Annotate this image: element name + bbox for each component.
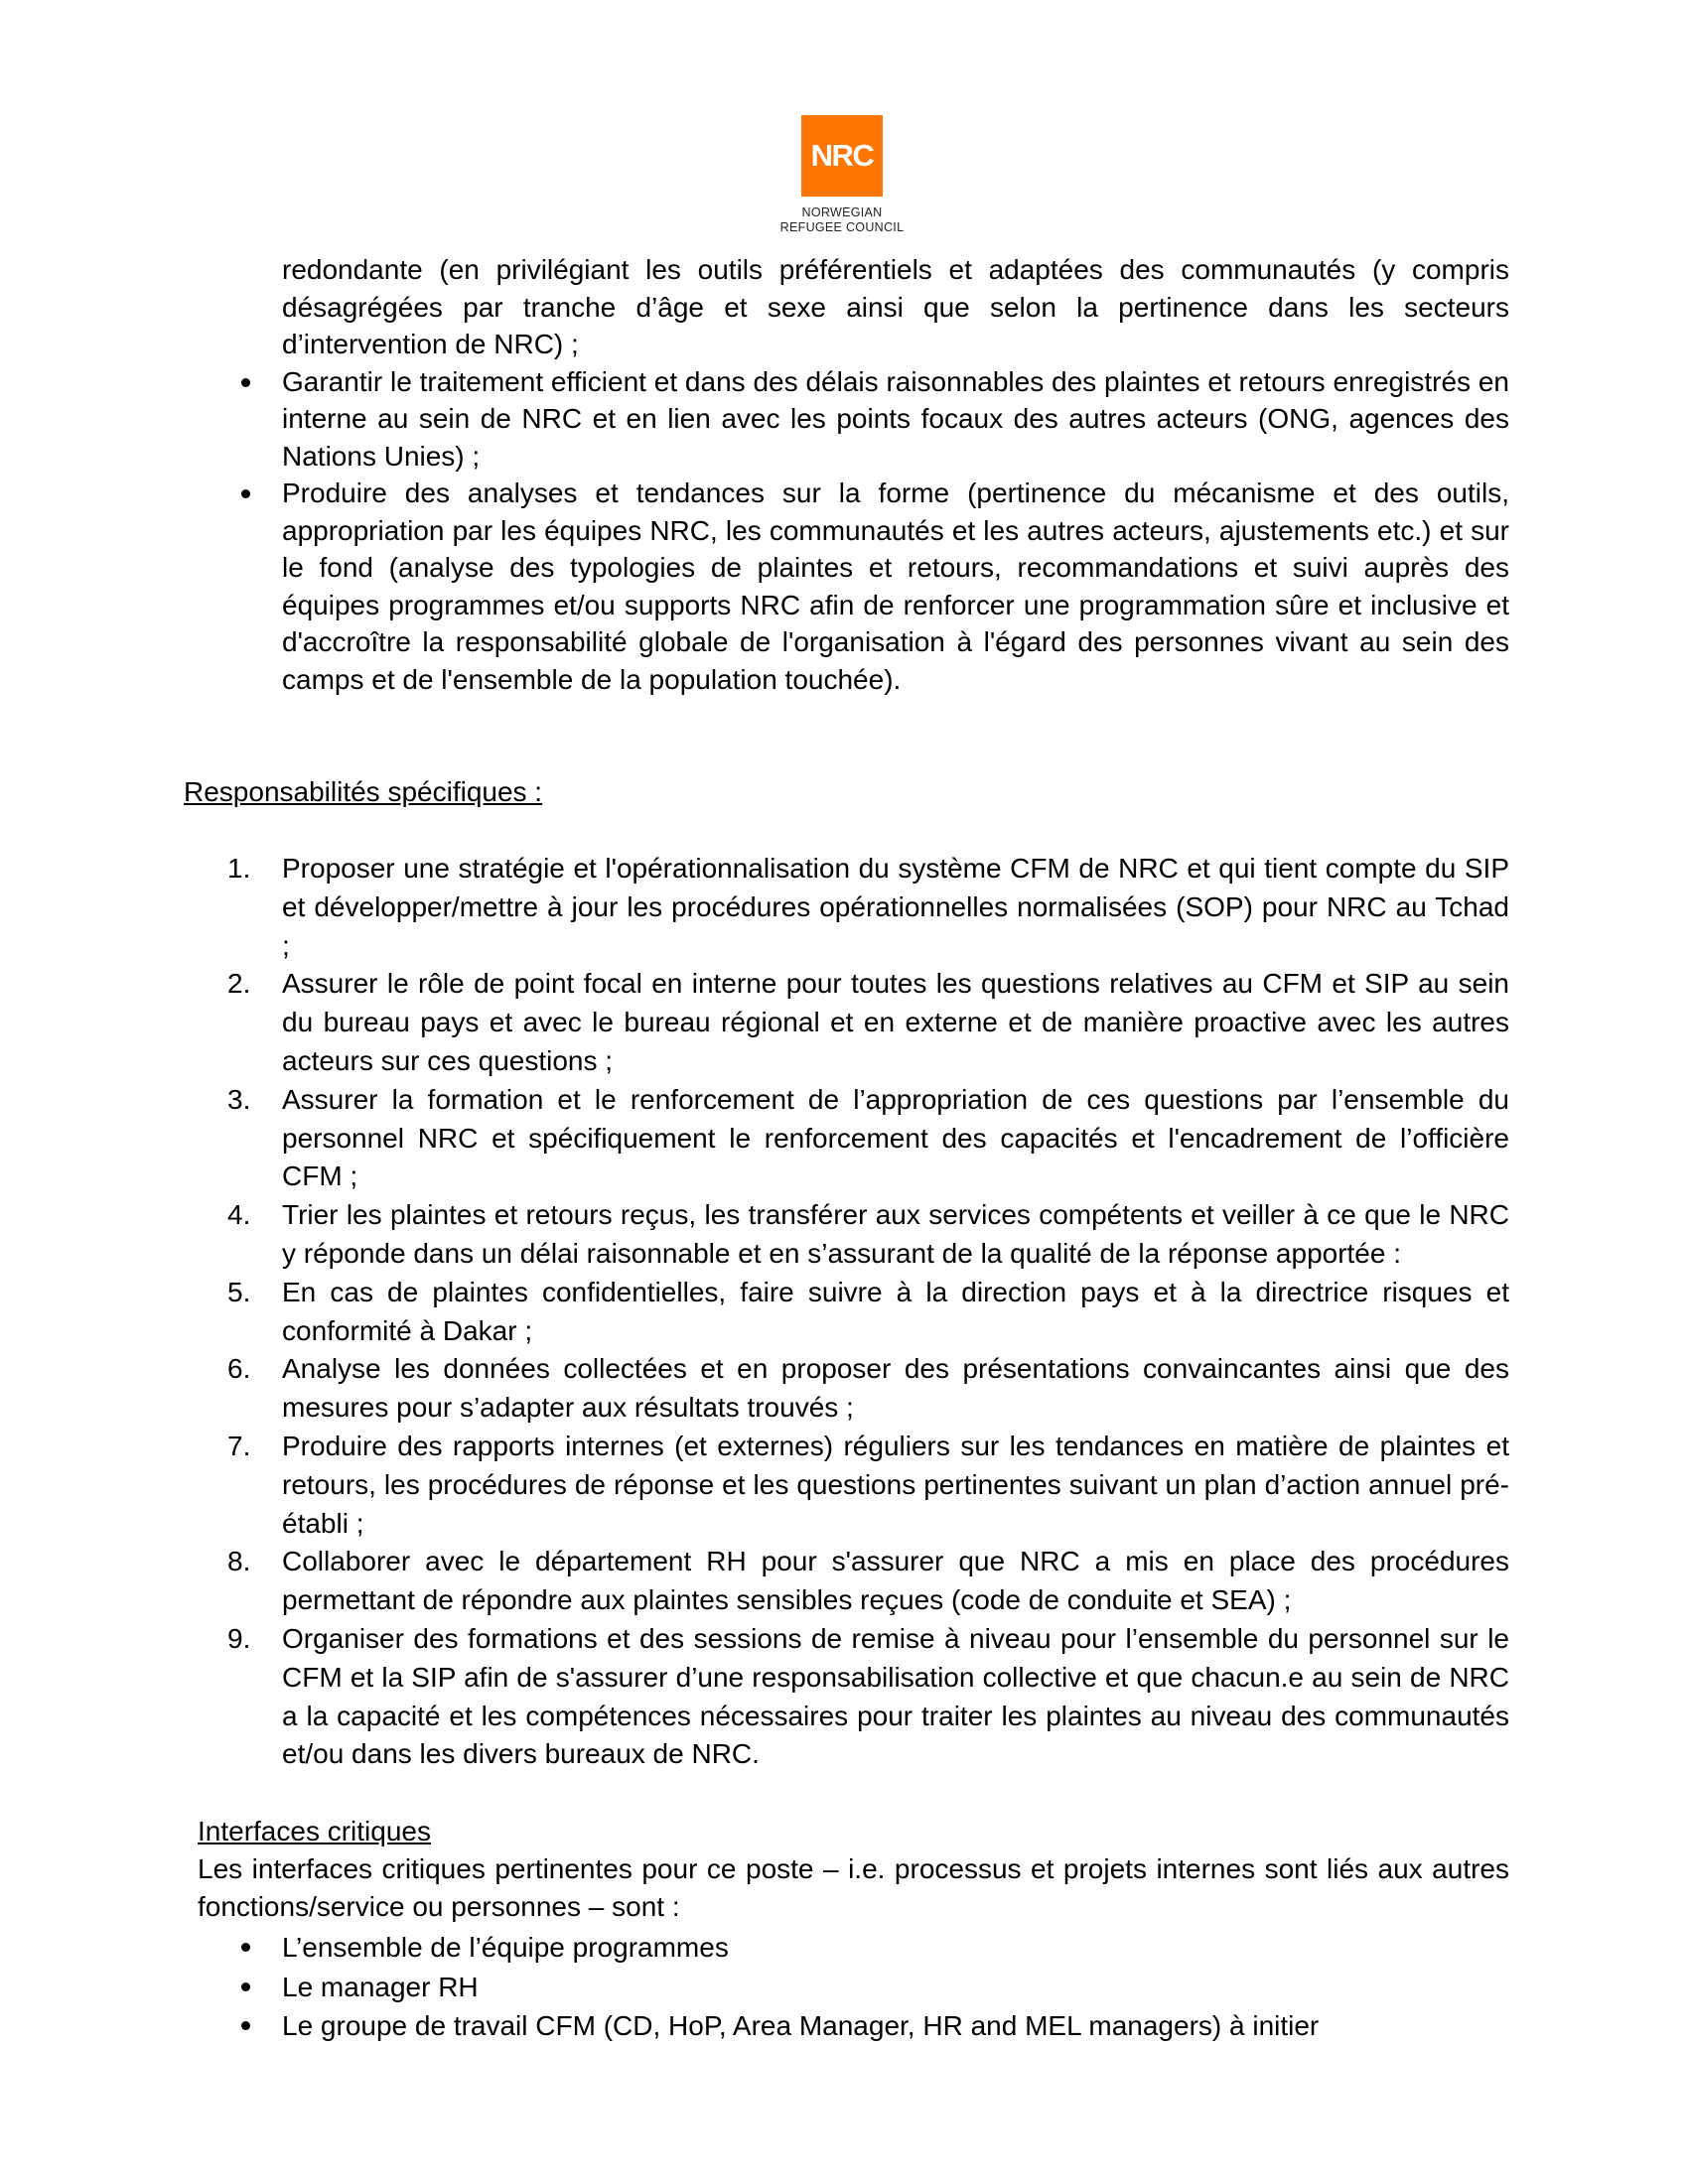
interfaces-heading: Interfaces critiques xyxy=(198,1816,431,1846)
top-section xyxy=(282,251,1509,698)
list-text: Produire des rapports internes (et externes) réguliers sur les tendances en matière de plaintes et retours, les procédures de réponse et les questions pertinentes suivant un plan d’action annuel pré-établi ; xyxy=(282,1430,1509,1539)
interfaces-intro: Les interfaces critiques pertinentes pour ce poste – i.e. processus et projets internes sont liés aux autres fonctions/service ou personnes – sont : xyxy=(198,1853,1509,1922)
list-text: Organiser des formations et des sessions de remise à niveau pour l’ensemble du personnel sur le CFM et la SIP afin de s'assurer d’une responsabilisation collective et que chacun.e au sein de NRC a la capacité et les compétences nécessaires pour traiter les plaintes au niveau des communautés et/ou dans les divers bureaux de NRC. xyxy=(282,1622,1509,1770)
list-number: 1. xyxy=(227,853,251,884)
nrc-logo xyxy=(773,115,912,235)
bullet-icon xyxy=(241,2021,250,2030)
list-item xyxy=(227,1081,1509,1196)
bullet-icon xyxy=(241,378,250,387)
list-item xyxy=(227,1620,1509,1774)
list-text: Assurer la formation et le renforcement de l’appropriation de ces questions par l’ensemble du personnel NRC et spécifiquement le renforcement des capacités et l'encadrement de l’officière CFM ; xyxy=(282,1083,1509,1192)
bullet-icon xyxy=(241,489,250,498)
continuation-paragraph: redondante (en privilégiant les outils préférentiels et adaptées des communautés (y compris désagrégées par tranche d’âge et sexe ainsi que selon la pertinence dans les secteurs d’intervention de NRC) ; xyxy=(282,254,1509,359)
list-item xyxy=(227,1350,1509,1428)
list-number: 4. xyxy=(227,1199,251,1231)
list-number: 3. xyxy=(227,1083,251,1115)
nrc-logo-text: NRC xyxy=(810,138,874,173)
logo-line-norwegian: NORWEGIAN xyxy=(801,205,883,219)
logo-line-refugee-council: REFUGEE COUNCIL xyxy=(779,220,905,234)
list-item xyxy=(282,1968,1509,2007)
bullet-text: Le manager RH xyxy=(282,1971,479,2002)
list-item xyxy=(227,1274,1509,1351)
list-text: Proposer une stratégie et l'opérationnalisation du système CFM de NRC et qui tient compte du SIP et développer/mettre à jour les procédures opérationnelles normalisées (SOP) pour NRC au Tchad ; xyxy=(282,853,1509,961)
list-item xyxy=(282,2006,1509,2046)
list-item xyxy=(227,965,1509,1080)
list-number: 7. xyxy=(227,1430,251,1461)
list-number: 6. xyxy=(227,1353,251,1385)
list-text: En cas de plaintes confidentielles, faire suivre à la direction pays et à la directrice risques et conformité à Dakar ; xyxy=(282,1276,1509,1346)
list-number: 8. xyxy=(227,1546,251,1577)
list-number: 9. xyxy=(227,1622,251,1654)
list-item xyxy=(227,1196,1509,1274)
list-text: Analyse les données collectées et en proposer des présentations convaincantes ainsi que des mesures pour s’adapter aux résultats trouvés ; xyxy=(282,1353,1509,1424)
bullet-icon xyxy=(241,1982,250,1991)
list-item xyxy=(282,475,1509,698)
list-text: Collaborer avec le département RH pour s'assurer que NRC a mis en place des procédures permettant de répondre aux plaintes sensibles reçues (code de conduite et SEA) ; xyxy=(282,1546,1509,1616)
list-item xyxy=(227,850,1509,965)
interfaces-list xyxy=(282,1928,1509,2046)
bullet-text: Produire des analyses et tendances sur la forme (pertinence du mécanisme et des outils, appropriation par les équipes NRC, les communautés et les autres acteurs, ajustements etc.) et sur le fond (analyse des typologies de plaintes et retours, recommandations et suivi auprès des équipes programmes et/ou supports NRC afin de renforcer une programmation sûre et inclusive et d'accroître la responsabilité globale de l'organisation à l'égard des personnes vivant au sein des camps et de l'ensemble de la population touchée). xyxy=(282,478,1509,695)
nrc-logo-mark xyxy=(801,115,883,197)
list-item xyxy=(282,363,1509,476)
list-number: 5. xyxy=(227,1276,251,1307)
bullet-text: Garantir le traitement efficient et dans des délais raisonnables des plaintes et retours enregistrés en interne au sein de NRC et en lien avec les points focaux des autres acteurs (ONG, agences des Nations Unies) ; xyxy=(282,365,1509,472)
bullet-text: L’ensemble de l’équipe programmes xyxy=(282,1932,729,1963)
responsibilities-heading: Responsabilités spécifiques : xyxy=(184,776,543,807)
list-item xyxy=(227,1428,1509,1543)
bullet-text: Le groupe de travail CFM (CD, HoP, Area Manager, HR and MEL managers) à initier xyxy=(282,2010,1320,2041)
list-item xyxy=(282,1928,1509,1968)
responsibilities-list xyxy=(227,850,1509,1774)
list-item xyxy=(227,1543,1509,1620)
bullet-icon xyxy=(241,1943,250,1952)
list-text: Assurer le rôle de point focal en interne pour toutes les questions relatives au CFM et SIP au sein du bureau pays et avec le bureau régional et en externe et de manière proactive avec les autres acteurs sur ces questions ; xyxy=(282,968,1509,1076)
list-number: 2. xyxy=(227,968,251,1000)
list-text: Trier les plaintes et retours reçus, les transférer aux services compétents et veiller à ce que le NRC y réponde dans un délai raisonnable et en s’assurant de la qualité de la réponse apportée : xyxy=(282,1199,1509,1269)
